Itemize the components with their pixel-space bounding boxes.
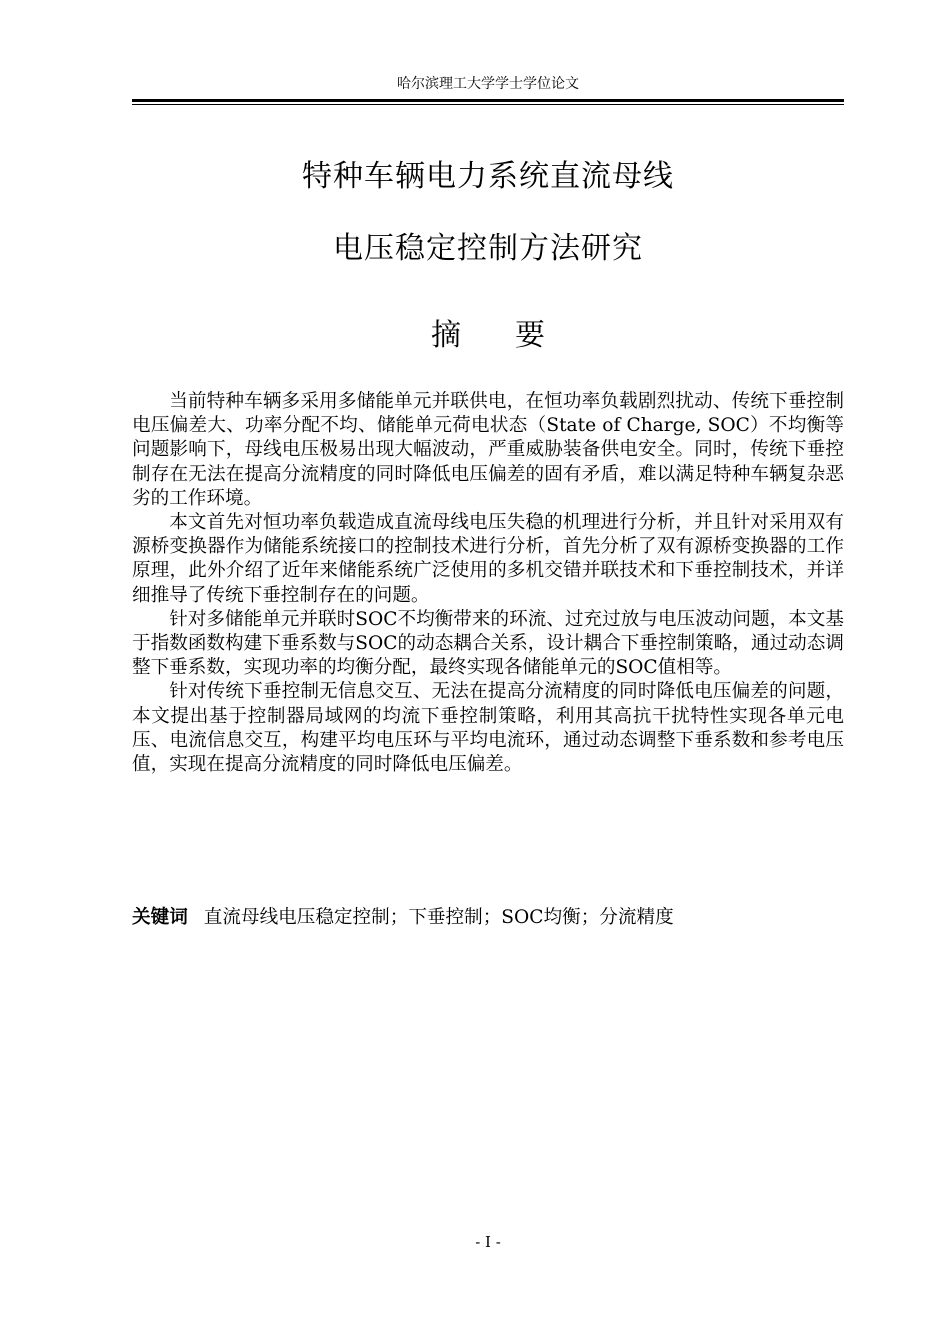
abstract-body [132, 390, 844, 777]
running-header: 哈尔滨理工大学学士学位论文 [397, 76, 579, 92]
thesis-title-line-2: 电压稳定控制方法研究 [333, 231, 643, 266]
abstract-paragraph: 本文首先对恒功率负载造成直流母线电压失稳的机理进行分析，并且针对采用双有源桥变换器作为储能系统接口的控制技术进行分析，首先分析了双有源桥变换器的工作原理，此外介绍了近年来储能系统广泛使用的多机交错并联技术和下垂控制技术，并详细推导了传统下垂控制存在的问题。 [132, 512, 844, 606]
header-rule-thin [132, 104, 844, 105]
abstract-heading: 摘要 [431, 318, 599, 353]
header-rule-thick [132, 99, 844, 102]
abstract-paragraph: 针对传统下垂控制无信息交互、无法在提高分流精度的同时降低电压偏差的问题，本文提出基于控制器局域网的均流下垂控制策略，利用其高抗干扰特性实现各单元电压、电流信息交互，构建平均电压环与平均电流环，通过动态调整下垂系数和参考电压值，实现在提高分流精度的同时降低电压偏差。 [132, 681, 844, 776]
thesis-title-line-1: 特种车辆电力系统直流母线 [302, 159, 674, 194]
keywords-line [132, 905, 844, 931]
page-number: - I - [475, 1233, 501, 1251]
keywords-text: 直流母线电压稳定控制；下垂控制；SOC均衡；分流精度 [203, 907, 674, 928]
abstract-paragraph: 针对多储能单元并联时SOC不均衡带来的环流、过充过放与电压波动问题，本文基于指数函数构建下垂系数与SOC的动态耦合关系，设计耦合下垂控制策略，通过动态调整下垂系数，实现功率的均衡分配，最终实现各储能单元的SOC值相等。 [132, 608, 844, 679]
abstract-paragraph: 当前特种车辆多采用多储能单元并联供电，在恒功率负载剧烈扰动、传统下垂控制电压偏差大、功率分配不均、储能单元荷电状态（State of Charge, SOC）不均衡等问题影响下，母线电压极易出现大幅波动，严重威胁装备供电安全。同时，传统下垂控制存在无法在提高分流精度的同时降低电压偏差的固有矛盾，难以满足特种车辆复杂恶劣的工作环境。 [132, 391, 844, 509]
keywords-label: 关键词 [132, 907, 188, 928]
